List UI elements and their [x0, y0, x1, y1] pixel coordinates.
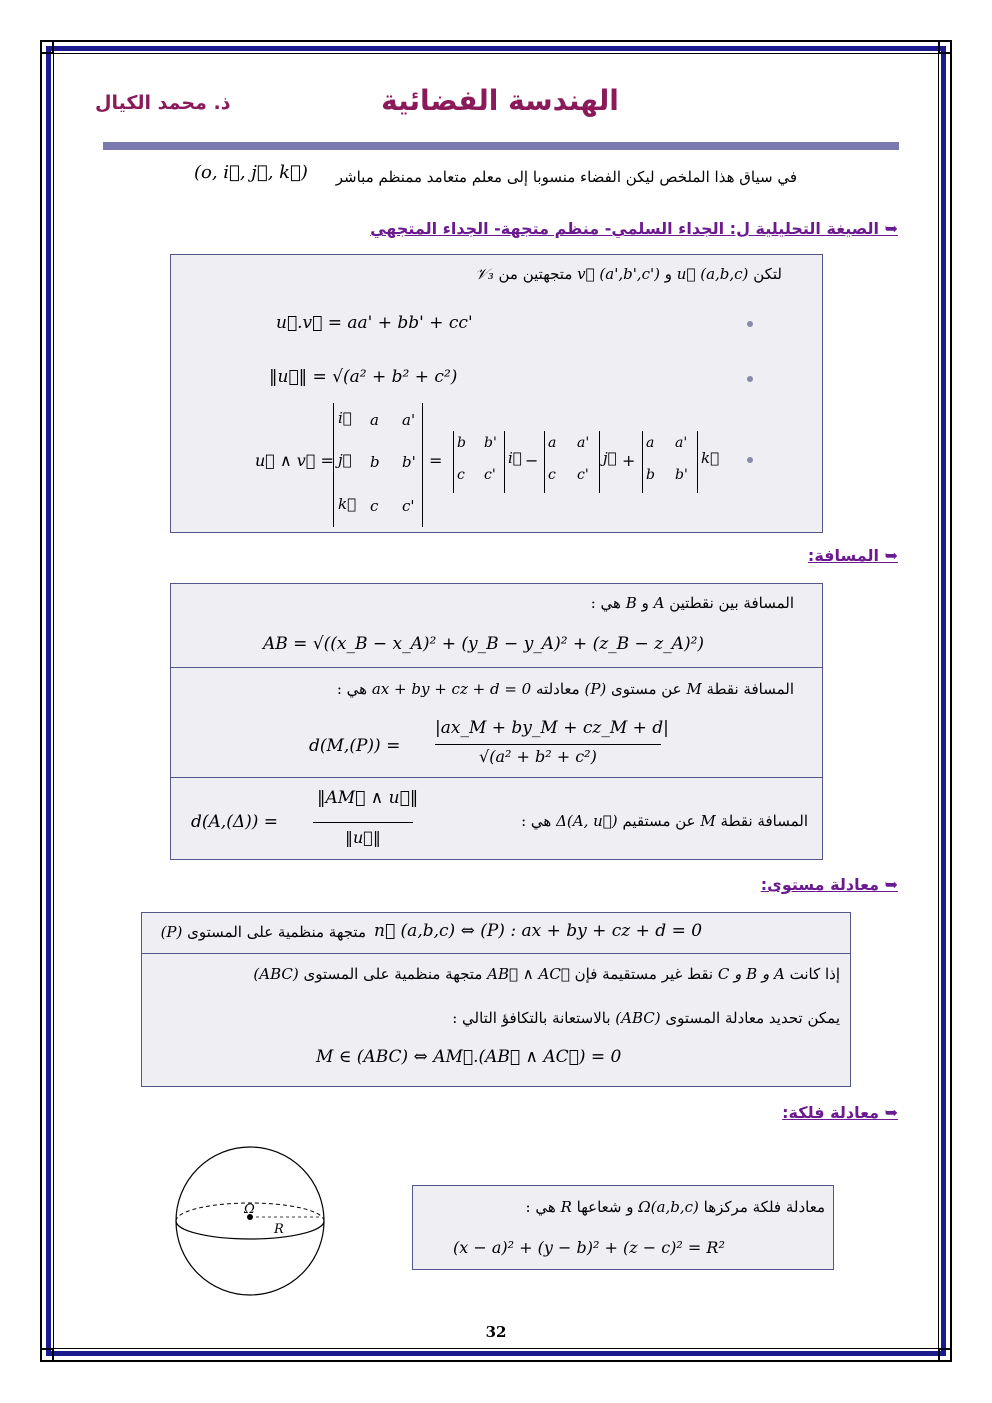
plane-equivalence-formula: M ∈ (ABC) ⇔ AM⃗.(AB⃗ ∧ AC⃗) = 0 — [316, 1047, 622, 1067]
point-line-distance-text: المسافة نقطة M عن مستقيم Δ(A, u⃗) هي : — [521, 812, 808, 830]
row-divider — [171, 777, 822, 778]
arrow-icon: ➥ — [884, 875, 898, 894]
page-title: الهندسة الفضائية — [381, 84, 619, 117]
sphere-equation-box — [412, 1185, 834, 1270]
section-heading-sphere: ➥ معادلة فلكة: — [782, 1103, 898, 1122]
frame-corner — [40, 1348, 54, 1362]
sphere-equation-text: معادلة فلكة مركزها Ω(a,b,c) و شعاعها R هي : — [525, 1198, 825, 1216]
plane-normal-formula: n⃗ (a,b,c) ⇔ (P) : ax + by + cz + d = 0 — [374, 921, 703, 941]
author-name: ذ. محمد الكيال — [95, 92, 231, 114]
section-heading-plane: ➥ معادلة مستوى: — [760, 875, 898, 894]
arrow-icon: ➥ — [884, 219, 898, 238]
determinant-k: a a' b b' — [642, 431, 698, 493]
bullet-icon — [747, 321, 753, 327]
sphere-center-label: Ω — [244, 1202, 255, 1217]
sphere-outline — [176, 1147, 324, 1295]
point-line-distance-lhs: d(A,(Δ)) = — [191, 812, 279, 832]
determinant-j: a a' c c' — [544, 431, 600, 493]
norm-formula: ‖u⃗‖ = √(a² + b² + c²) — [269, 367, 458, 387]
frame-corner — [938, 1348, 952, 1362]
point-line-distance-denominator: ‖u⃗‖ — [345, 828, 381, 847]
point-plane-distance-numerator: |ax_M + by_M + cz_M + d| — [435, 718, 669, 738]
intro-text: في سياق هذا الملخص ليكن الفضاء منسوبا إلى معلم متعامد ممنظم مباشر — [335, 168, 797, 186]
sphere-figure — [172, 1143, 328, 1299]
page-number: 32 — [485, 1323, 507, 1341]
arrow-icon: ➥ — [884, 1103, 898, 1122]
plane-normal-text: متجهة منظمية على المستوى (P) — [160, 923, 366, 941]
fraction-bar — [435, 744, 661, 745]
plane-determination-text: يمكن تحديد معادلة المستوى (ABC) بالاستعانة بالتكافؤ التالي : — [452, 1009, 840, 1027]
distance-formulas-box — [170, 583, 823, 860]
row-divider — [142, 953, 850, 954]
frame-corner — [40, 40, 54, 54]
point-point-distance-text: المسافة بين نقطتين A و B هي : — [590, 594, 794, 612]
row-divider — [171, 667, 822, 668]
bullet-icon — [747, 376, 753, 382]
dot-product-formula: u⃗.v⃗ = aa' + bb' + cc' — [276, 313, 473, 333]
point-plane-distance-text: المسافة نقطة M عن مستوى (P) معادلته ax + by + cz + d = 0 هي : — [336, 680, 794, 698]
box1-intro: لتكن u⃗ (a,b,c) و v⃗ (a',b',c') متجهتين من 𝒱₃ — [475, 265, 782, 283]
sphere-equation-formula: (x − a)² + (y − b)² + (z − c)² = R² — [453, 1238, 725, 1257]
determinant-3x3: i⃗ a a' j⃗ b b' k⃗ c c' — [333, 403, 423, 527]
sphere-equator-front — [176, 1221, 324, 1239]
section-heading-analytic: ➥ الصيغة التحليلية ل: الجداء السلمي- منظم متجهة- الجداء المتجهي — [370, 219, 898, 238]
point-point-distance-formula: AB = √((x_B − x_A)² + (y_B − y_A)² + (z_B − z_A)²) — [263, 634, 705, 654]
title-divider — [103, 142, 899, 150]
intro-frame: (o, i⃗, j⃗, k⃗) — [194, 162, 308, 183]
vector-formulas-box: لتكن u⃗ (a,b,c) و v⃗ (a',b',c') متجهتين من 𝒱₃ u⃗.v⃗ = aa' + bb' + cc' ‖u⃗‖ = √(a² + b² + c²) u⃗ ∧ v⃗ = i⃗ a a' j⃗ b b' k⃗ c c' = b b' c c' i⃗ − a a' c c' j⃗ + a a' b b' k⃗ — [170, 254, 823, 533]
plane-equation-box — [141, 912, 851, 1087]
fraction-bar — [313, 822, 413, 823]
point-plane-distance-lhs: d(M,(P)) = — [309, 736, 401, 756]
point-plane-distance-denominator: √(a² + b² + c²) — [479, 747, 597, 766]
determinant-i: b b' c c' — [453, 431, 505, 493]
bullet-icon — [747, 457, 753, 463]
cross-product-lhs: u⃗ ∧ v⃗ = — [255, 451, 334, 470]
arrow-icon: ➥ — [884, 546, 898, 565]
point-line-distance-numerator: ‖AM⃗ ∧ u⃗‖ — [317, 788, 419, 808]
plane-three-points-text: إذا كانت A و B و C نقط غير مستقيمة فإن AB⃗ ∧ AC⃗ متجهة منظمية على المستوى (ABC) — [253, 965, 840, 983]
section-heading-distance: ➥ المسافة: — [807, 546, 898, 565]
sphere-radius-label: R — [274, 1222, 284, 1237]
frame-corner — [938, 40, 952, 54]
